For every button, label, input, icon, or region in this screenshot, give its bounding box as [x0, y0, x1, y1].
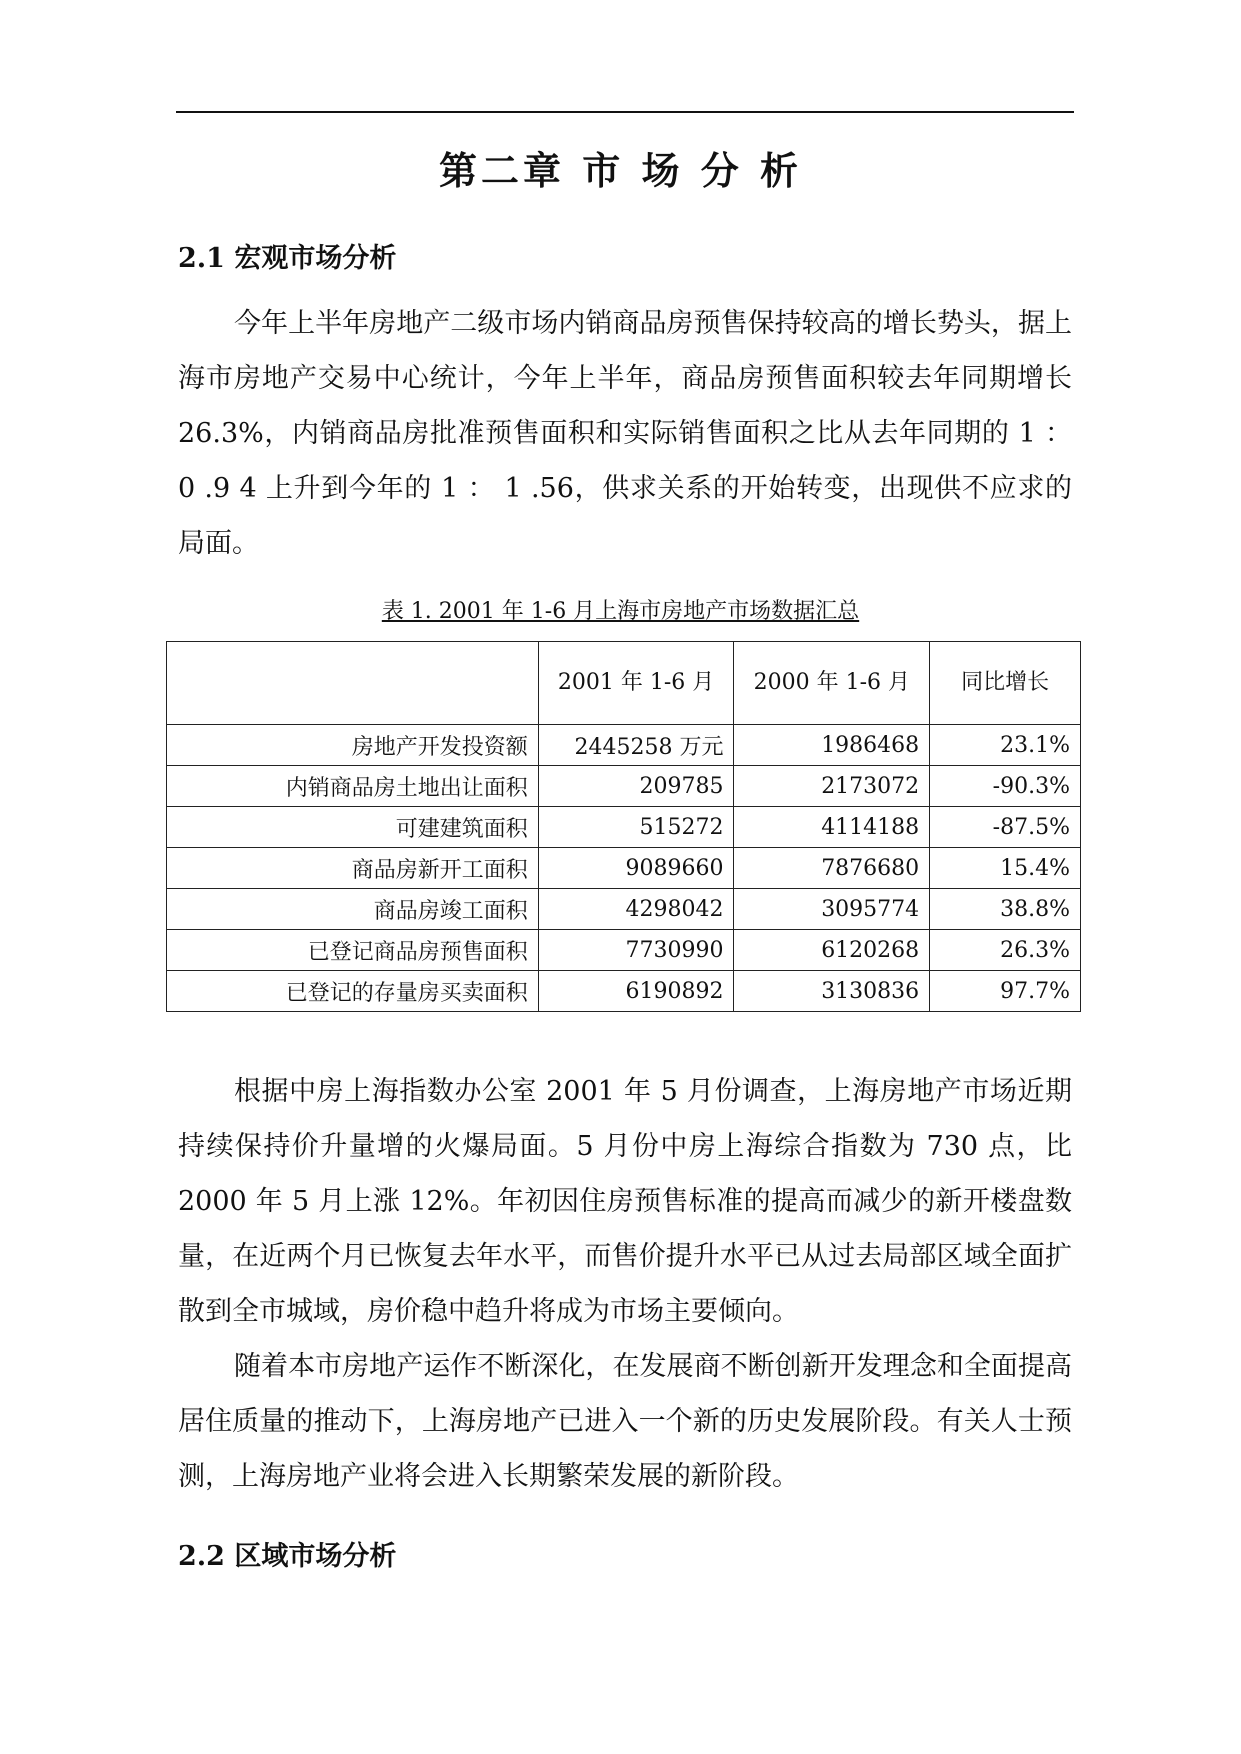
table-cell: 3095774	[734, 889, 930, 930]
header-rule	[176, 111, 1074, 113]
table-row	[167, 971, 1081, 1012]
table-cell: 2173072	[734, 766, 930, 807]
table-cell: 2445258 万元	[538, 725, 734, 766]
table-row	[167, 889, 1081, 930]
paragraph-outlook: 随着本市房地产运作不断深化，在发展商不断创新开发理念和全面提高居住质量的推动下，上海房地产已进入一个新的历史发展阶段。有关人士预测，上海房地产业将会进入长期繁荣发展的新阶段。	[178, 1351, 1072, 1492]
table-cell: -87.5%	[930, 807, 1081, 848]
table-cell: 3130836	[734, 971, 930, 1012]
market-data-table	[166, 641, 1081, 1012]
table-header-cell: 2000 年 1-6 月	[734, 642, 930, 725]
section-heading-2-2: 2.2 区域市场分析	[178, 1541, 397, 1572]
table-header-cell: 同比增长	[930, 642, 1081, 725]
table-cell: 商品房新开工面积	[167, 848, 539, 889]
table-cell: 内销商品房土地出让面积	[167, 766, 539, 807]
table-cell: 4298042	[538, 889, 734, 930]
table-cell: 97.7%	[930, 971, 1081, 1012]
table-row	[167, 930, 1081, 971]
table-row	[167, 766, 1081, 807]
table-caption: 表 1. 2001 年 1-6 月上海市房地产市场数据汇总	[381, 599, 860, 624]
section-heading-2-1: 2.1 宏观市场分析	[178, 243, 397, 274]
table-cell: 15.4%	[930, 848, 1081, 889]
table-cell: 6190892	[538, 971, 734, 1012]
table-cell: 房地产开发投资额	[167, 725, 539, 766]
table-cell: 1986468	[734, 725, 930, 766]
table-header-cell	[167, 642, 539, 725]
table-cell: 已登记的存量房买卖面积	[167, 971, 539, 1012]
table-cell: 4114188	[734, 807, 930, 848]
table-header-cell: 2001 年 1-6 月	[538, 642, 734, 725]
table-cell: 7876680	[734, 848, 930, 889]
table-cell: 已登记商品房预售面积	[167, 930, 539, 971]
table-cell: 38.8%	[930, 889, 1081, 930]
table-row	[167, 725, 1081, 766]
table-cell: 6120268	[734, 930, 930, 971]
table-row	[167, 807, 1081, 848]
table-cell: 可建建筑面积	[167, 807, 539, 848]
table-cell: 商品房竣工面积	[167, 889, 539, 930]
paragraph-index-survey: 根据中房上海指数办公室 2001 年 5 月份调查，上海房地产市场近期持续保持价升量增的火爆局面。5 月份中房上海综合指数为 730 点，比 2000 年 5 月上涨 12%。年初因住房预售标准的提高而减少的新开楼盘数量，在近两个月已恢复去年水平，而售价提升水平已从过去局部区域全面扩散到全市城域，房价稳中趋升将成为市场主要倾向。	[178, 1076, 1072, 1327]
table-cell: 9089660	[538, 848, 734, 889]
table-cell: 23.1%	[930, 725, 1081, 766]
table-row	[167, 848, 1081, 889]
table-header-row	[167, 642, 1081, 725]
table-cell: 515272	[538, 807, 734, 848]
paragraph-macro-market: 今年上半年房地产二级市场内销商品房预售保持较高的增长势头，据上海市房地产交易中心统计，今年上半年，商品房预售面积较去年同期增长 26.3%，内销商品房批准预售面积和实际销售面积之比从去年同期的 1 ： 0 .9 4 上升到今年的 1 ： 1 .56，供求关系的开始转变，出现供不应求的局面。	[178, 308, 1072, 559]
chapter-title: 第二章 市 场 分 析	[439, 148, 802, 193]
table-cell: -90.3%	[930, 766, 1081, 807]
table-cell: 7730990	[538, 930, 734, 971]
table-cell: 26.3%	[930, 930, 1081, 971]
table-cell: 209785	[538, 766, 734, 807]
